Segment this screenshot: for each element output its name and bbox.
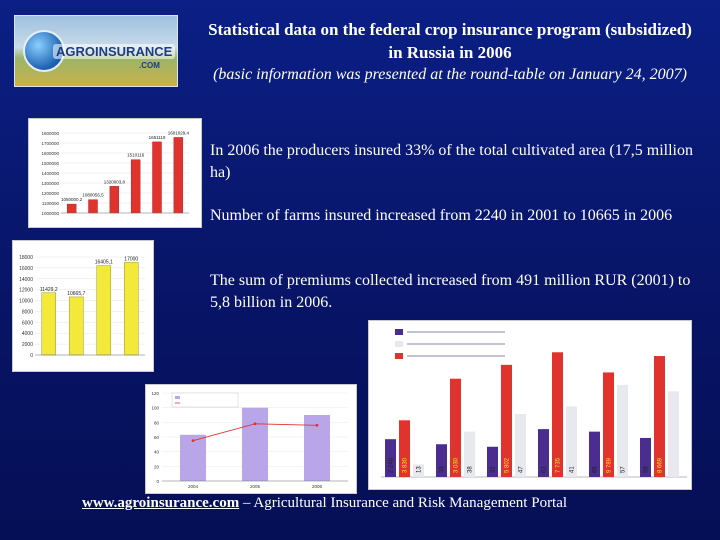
y-tick-label: 18000 [19, 255, 33, 261]
footer-link[interactable]: www.agroinsurance.com [82, 495, 240, 511]
farms-data-label: 16405,1 [94, 259, 113, 266]
y-tick-label: 1000000 [41, 211, 59, 216]
premiums-value-label: 32 [490, 466, 497, 473]
premiums-chart [368, 320, 692, 490]
y-tick-label: 20 [153, 464, 159, 470]
fact-premiums: The sum of premiums collected increased from 491 million RUR (2001) to 5,8 billion in 2006. [210, 272, 691, 311]
area-data-label: 1601029,4 [167, 130, 189, 136]
y-tick-label: 14000 [19, 276, 33, 283]
premiums-value-label: 7 735 [555, 457, 562, 473]
trend-point [192, 439, 195, 442]
premiums-value-label: 3 030 [453, 457, 460, 473]
trend-bar [242, 408, 268, 481]
premiums-value-label: 38 [467, 466, 474, 473]
farms-bar [42, 293, 56, 355]
farms-chart [12, 240, 154, 372]
farms-chart-svg [13, 241, 153, 371]
premiums-value-label: 38 [439, 466, 446, 473]
premiums-value-label: 3 830 [402, 457, 409, 473]
area-data-label: 1050000,2 [61, 197, 83, 203]
y-tick-label: 1800000 [41, 131, 59, 136]
area-bar [131, 160, 140, 213]
x-tick-label: 2004 [187, 484, 199, 489]
y-tick-label: 4000 [21, 331, 33, 338]
farms-data-label: 11429,2 [39, 286, 58, 293]
premiums-value-label: 2 240 [388, 457, 395, 473]
y-tick-label: 100 [151, 405, 159, 411]
y-tick-label: 1500000 [41, 161, 59, 166]
area-chart-svg [29, 119, 201, 227]
premiums-value-label: 66 [592, 466, 599, 473]
farms-data-label: 10665,7 [67, 290, 86, 297]
footer [82, 495, 702, 512]
y-tick-label: 1400000 [41, 171, 59, 176]
y-tick-label: 120 [151, 391, 159, 396]
area-bar [110, 186, 119, 213]
area-bar [174, 137, 183, 213]
premiums-value-label: 47 [518, 466, 525, 473]
trend-point [254, 422, 257, 425]
farms-bar [124, 262, 138, 355]
y-tick-label: 1100000 [41, 201, 59, 206]
y-tick-label: 10000 [19, 298, 33, 305]
fact-area: In 2006 the producers insured 33% of the total cultivated area (17,5 million ha) [210, 142, 693, 181]
premiums-chart-svg [369, 321, 691, 489]
area-bar [153, 142, 162, 213]
premiums-value-label: 62 [541, 466, 548, 473]
premiums-value-label: 5 802 [504, 457, 511, 473]
agroinsurance-logo[interactable] [14, 15, 178, 87]
y-tick-label: 40 [153, 449, 159, 455]
legend-swatch [395, 341, 403, 347]
footer-text: – Agricultural Insurance and Risk Management Portal [239, 495, 568, 511]
premiums-bar [617, 385, 628, 477]
trend-point [316, 424, 319, 427]
y-tick-label: 1200000 [41, 191, 59, 196]
area-data-label: 1080056,5 [82, 192, 104, 198]
y-tick-label: 80 [153, 420, 159, 426]
y-tick-label: 12000 [19, 287, 33, 294]
premiums-value-label: 8 669 [657, 457, 664, 473]
y-tick-label: 6000 [21, 320, 33, 327]
premiums-value-label: 57 [620, 466, 627, 473]
premiums-value-label: 9 789 [606, 457, 613, 473]
y-tick-label: 2000 [21, 342, 33, 349]
logo-name: AGROINSURANCE [53, 44, 175, 59]
y-tick-label: 1600000 [41, 151, 59, 156]
area-data-label: 1651119 [148, 134, 166, 140]
area-data-label: 1320003,8 [103, 179, 125, 185]
y-tick-label: 8000 [21, 309, 33, 316]
y-tick-label: 0 [156, 479, 159, 484]
farms-bar [69, 297, 83, 355]
premiums-bar [668, 391, 679, 477]
premiums-value-label: 41 [569, 466, 576, 473]
area-data-label: 1510116 [127, 152, 145, 158]
page-title: Statistical data on the federal crop insurance program (subsidized) in Russia in 2006 [208, 20, 692, 62]
legend-swatch [175, 396, 180, 399]
x-tick-label: 2006 [311, 484, 323, 489]
legend-swatch [395, 353, 403, 359]
x-tick-label: 2005 [249, 484, 261, 489]
logo-domain: .COM [139, 61, 160, 70]
area-chart [28, 118, 202, 228]
y-tick-label: 1700000 [41, 141, 59, 146]
y-tick-label: 16000 [19, 265, 33, 272]
y-tick-label: 1300000 [41, 181, 59, 186]
legend-swatch [395, 329, 403, 335]
area-bar [89, 200, 98, 213]
premiums-value-label: 13 [416, 466, 423, 473]
trend-legend [172, 393, 238, 407]
trend-chart [145, 384, 357, 494]
farms-bar [97, 266, 111, 355]
area-bar [67, 204, 76, 213]
y-tick-label: 60 [153, 435, 159, 440]
page-subtitle: (basic information was presented at the round-table on January 24, 2007) [213, 66, 687, 83]
farms-data-label: 17000 [124, 256, 139, 263]
y-tick-label: 0 [30, 353, 33, 359]
premiums-value-label: 58 [643, 466, 650, 473]
fact-farms: Number of farms insured increased from 2240 in 2001 to 10665 in 2006 [210, 207, 673, 224]
trend-chart-svg [146, 385, 356, 493]
